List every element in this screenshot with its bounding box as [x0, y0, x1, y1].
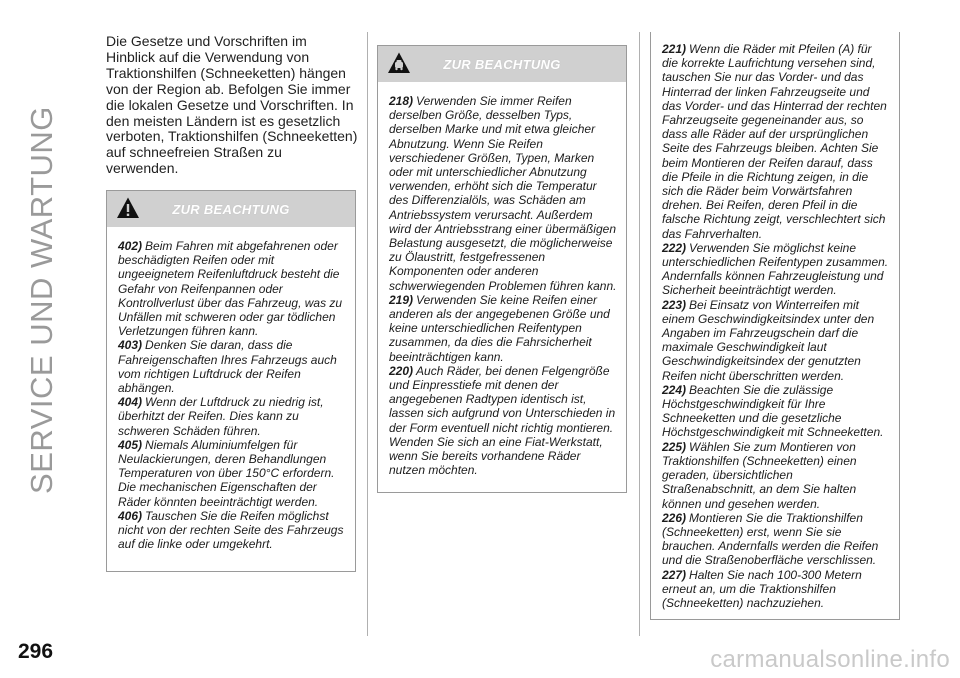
- intro-paragraph: Die Gesetze und Vorschriften im Hinblick auf die Verwendung von Traktionshilfen (Schneeketten) hängen von der Region ab. Befolgen Sie immer die lokalen Gesetze und Vorschriften. In den meisten Ländern ist es gesetzlich verboten, Traktionshilfen (Schneeketten) auf schneefreien Straßen zu verwenden.: [106, 33, 358, 177]
- note-text: Auch Räder, bei denen Felgengröße und Einpresstiefe mit denen der angegebenen Radtypen identisch ist, lassen sich aufgrund von Unterschieden in der Form eventuell nicht richtig montieren. Wenden Sie sich an eine Fiat-Werkstatt, wenn Sie bereits vorhandene Räder nutzen möchten.: [389, 363, 616, 478]
- warning-box-3-continued: [650, 32, 900, 620]
- warning-box-1-body: [107, 227, 355, 559]
- note-text: Halten Sie nach 100-300 Metern erneut an, um die Traktionshilfen (Schneeketten) nachzuziehen.: [662, 567, 862, 610]
- note-number: 224): [662, 382, 687, 397]
- note-item: [118, 395, 346, 438]
- note-number: 222): [662, 240, 687, 255]
- note-number: 406): [118, 508, 143, 523]
- note-number: 218): [389, 94, 414, 108]
- note-text: Wenn der Luftdruck zu niedrig ist, überhitzt der Reifen. Dies kann zu schweren Schäden führen.: [118, 395, 324, 438]
- note-item: [118, 438, 346, 509]
- note-text: Verwenden Sie möglichst keine unterschiedlichen Reifentypen zusammen. Andernfalls können Fahrzeugleistung und Sicherheit beeinträchtigt werden.: [662, 240, 889, 298]
- note-text: Verwenden Sie immer Reifen derselben Größe, desselben Typs, derselben Marke und mit etwa gleicher Abnutzung. Wenn Sie Reifen verschiedener Größen, Typen, Marken oder mit unterschiedlicher Abnutzung verwenden, erhöht sich die Temperatur des Differenzialöls, was Schäden am Antriebssystem verursacht. Außerdem wird der Antriebsstrang einer übermäßigen Belastung ausgesetzt, die möglicherweise zu Ölaustritt, festgefressenen Komponenten oder anderen schwerwiegenden Problemen führen kann.: [389, 94, 617, 293]
- warning-box-2-header: [378, 46, 626, 82]
- note-number: 220): [389, 363, 414, 378]
- warning-box-1-header: [107, 191, 355, 227]
- warning-box-3-body: [651, 32, 899, 618]
- note-item: [662, 511, 890, 568]
- car-skid-icon: [387, 51, 411, 75]
- warning-box-1-title: ZUR BEACHTUNG: [172, 201, 290, 217]
- note-number: 219): [389, 292, 414, 307]
- note-text: Verwenden Sie keine Reifen einer anderen als der angegebenen Größe und keine unterschiedlichen Reifentypen zusammen, da dies die Fahrsicherheit beeinträchtigen kann.: [389, 292, 610, 364]
- note-item: [662, 568, 890, 611]
- note-text: Bei Einsatz von Winterreifen mit einem Geschwindigkeitsindex unter den Angaben im Fahrzeugschein darf die maximale Geschwindigkeit laut Geschwindigkeitsindex der genutzten Reifen nicht überschritten werden.: [662, 297, 875, 383]
- note-text: Beachten Sie die zulässige Höchstgeschwindigkeit für Ihre Schneeketten und die gesetzliche Höchstgeschwindigkeit mit Schneeketten.: [662, 382, 884, 440]
- note-text: Niemals Aluminiumfelgen für Neulackierungen, deren Behandlungen Temperaturen von über 150°C erfordern. Die mechanischen Eigenschaften der Räder könnten beeinträchtigt werden.: [118, 437, 335, 509]
- note-number: 226): [662, 510, 687, 525]
- note-item: [662, 298, 890, 383]
- column-divider-right: [639, 32, 640, 636]
- note-number: 221): [662, 42, 687, 56]
- note-number: 404): [118, 395, 143, 410]
- note-item: [662, 42, 890, 241]
- note-text: Denken Sie daran, dass die Fahreigenschaften Ihres Fahrzeugs auch vom richtigen Luftdruck der Reifen abhängen.: [118, 338, 337, 396]
- note-item: [662, 440, 890, 511]
- note-number: 223): [662, 297, 687, 312]
- note-item: [118, 239, 346, 338]
- page-number: 296: [18, 640, 54, 663]
- note-item: [389, 364, 617, 478]
- note-item: [662, 241, 890, 298]
- warning-box-1: [106, 190, 356, 572]
- column-divider-left: [367, 32, 368, 636]
- note-text: Beim Fahren mit abgefahrenen oder beschädigten Reifen oder mit ungeeignetem Reifenluftdruck besteht die Gefahr von Reifenpannen oder Kontrollverlust über das Fahrzeug, was zu Unfällen mit schweren oder gar tödlichen Verletzungen führen kann.: [118, 239, 343, 339]
- note-item: [662, 383, 890, 440]
- warning-box-2-title: ZUR BEACHTUNG: [443, 56, 561, 72]
- note-text: Wenn die Räder mit Pfeilen (A) für die korrekte Laufrichtung versehen sind, tauschen Sie nur das Vorder- und das Hinterrad der linken Fahrzeugseite und das Vorder- und das Hinterrad der rechten Fahrzeugseite gegeneinander aus, so dass alle Räder auf der ursprünglichen Seite des Fahrzeugs bleiben. Achten Sie beim Montieren der Reifen darauf, dass die Pfeile in die Richtung zeigen, in die sich die Räder beim Vorwärtsfahren drehen. Bei Reifen, deren Pfeil in die falsche Richtung zeigt, verschlechtert sich das Fahrverhalten.: [662, 42, 887, 241]
- warning-box-2: [377, 45, 627, 493]
- warning-box-2-body: [378, 82, 626, 485]
- note-number: 403): [118, 338, 143, 353]
- section-side-title: SERVICE UND WARTUNG: [24, 106, 59, 494]
- watermark-text: carmanualsonline.info: [710, 646, 950, 673]
- note-item: [389, 94, 617, 293]
- note-number: 225): [662, 439, 687, 454]
- note-item: [118, 338, 346, 395]
- warning-triangle-icon: [116, 196, 140, 220]
- note-number: 227): [662, 567, 687, 582]
- note-item: [118, 509, 346, 552]
- note-text: Tauschen Sie die Reifen möglichst nicht von der rechten Seite des Fahrzeugs auf die linke oder umgekehrt.: [118, 508, 344, 552]
- note-number: 402): [118, 239, 143, 253]
- note-item: [389, 293, 617, 364]
- note-number: 405): [118, 437, 143, 452]
- note-text: Wählen Sie zum Montieren von Traktionshilfen (Schneeketten) einen geraden, übersichtlichen Straßenabschnitt, an dem Sie halten können und gesehen werden.: [662, 439, 857, 511]
- note-text: Montieren Sie die Traktionshilfen (Schneeketten) erst, wenn Sie sie brauchen. Andernfalls werden die Reifen und die Straßenoberfläche verschlissen.: [662, 510, 879, 568]
